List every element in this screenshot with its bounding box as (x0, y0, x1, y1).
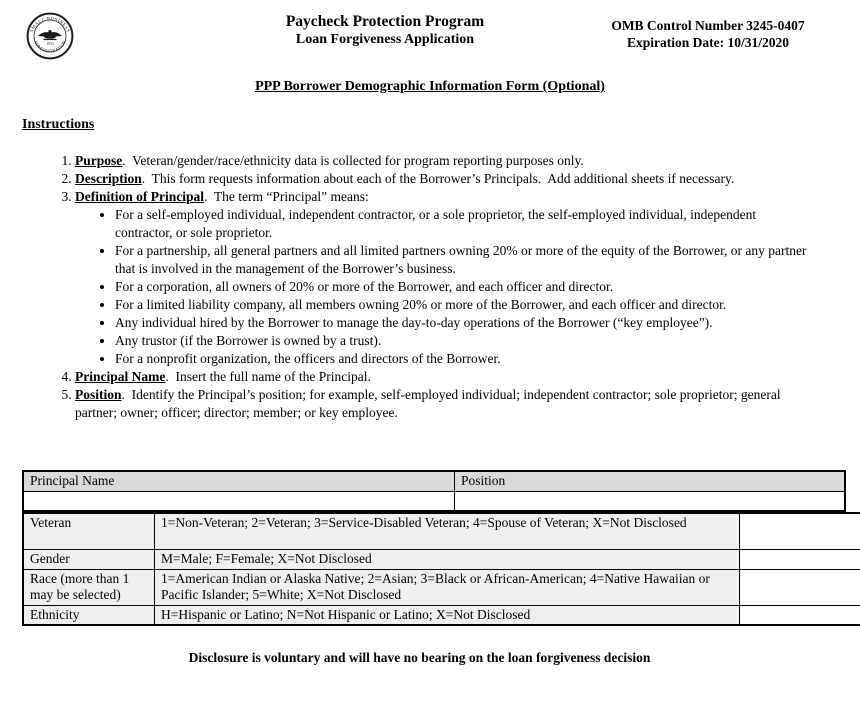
ethnicity-input[interactable] (746, 607, 860, 624)
item-label: Principal Name (75, 369, 166, 384)
instructions-section (22, 116, 817, 666)
label-separator: . (141, 171, 152, 186)
veteran-codes-cell: 1=Non-Veteran; 2=Veteran; 3=Service-Disabled Veteran; 4=Spouse of Veteran; X=Not Disclosed (155, 513, 740, 550)
label-separator: . (165, 369, 176, 384)
ethnicity-codes-cell: H=Hispanic or Latino; N=Not Hispanic or Latino; X=Not Disclosed (155, 605, 740, 625)
svg-text:ADMINISTRATION (33, 39, 67, 54)
name-position-table (22, 470, 846, 512)
instructions-list (22, 152, 817, 422)
item-text: This form requests information about each of the Borrower’s Principals. Add additional sheets if necessary. (151, 171, 735, 186)
table-row-veteran (23, 513, 860, 550)
definition-bullet: • For a self-employed individual, independent contractor, or a sole proprietor, the self-employed individual, independent contractor, or sole proprietor. (115, 206, 817, 242)
item-label: Purpose (75, 153, 123, 168)
definition-bullet-list (75, 206, 817, 368)
item-text: Veteran/gender/race/ethnicity data is collected for program reporting purposes only. (132, 153, 584, 168)
veteran-answer-cell (740, 513, 860, 550)
ethnicity-label-cell: Ethnicity (23, 605, 155, 625)
definition-bullet: • For a partnership, all general partners and all limited partners owning 20% or more of the equity of the Borrower, or any partner that is involved in the management of the Borrower’s business. (115, 242, 817, 278)
gender-label-cell: Gender (23, 550, 155, 570)
disclosure-note: Disclosure is voluntary and will have no bearing on the loan forgiveness decision (188, 650, 651, 665)
principal-name-header-cell: Principal Name (23, 471, 455, 492)
veteran-input[interactable] (746, 515, 860, 548)
table-row-race (23, 569, 860, 605)
item-text: The term “Principal” means: (213, 189, 369, 204)
race-codes-cell: 1=American Indian or Alaska Native; 2=Asian; 3=Black or African-American; 4=Native Hawaiian or Pacific Islander; 5=White; X=Not Disclosed (155, 569, 740, 605)
header-title-block (180, 13, 590, 48)
program-title: Paycheck Protection Program (285, 13, 485, 30)
table-row-ethnicity (23, 605, 860, 625)
sba-seal-icon (26, 12, 74, 60)
instruction-item-purpose (75, 152, 817, 170)
omb-block (592, 17, 824, 51)
definition-bullet: • For a nonprofit organization, the officers and directors of the Borrower. (115, 350, 817, 368)
table-row-gender (23, 550, 860, 570)
race-input[interactable] (746, 571, 860, 604)
definition-bullet: • For a limited liability company, all members owning 20% or more of the Borrower, and each officer and director. (115, 296, 817, 314)
position-input[interactable] (461, 493, 838, 509)
item-text: Identify the Principal’s position; for example, self-employed individual; independent contractor; sole proprietor; general partner; owner; officer; director; member; or key employee. (75, 387, 781, 420)
label-separator: . (204, 189, 214, 204)
position-header-cell: Position (455, 471, 846, 492)
instruction-item-principal-name (75, 368, 817, 386)
label-separator: . (122, 153, 133, 168)
gender-input[interactable] (746, 551, 860, 568)
eagle-emblem-icon (38, 30, 62, 40)
definition-bullet: • Any trustor (if the Borrower is owned by a trust). (115, 332, 817, 350)
ethnicity-answer-cell (740, 605, 860, 625)
demographics-table (22, 512, 860, 626)
veteran-label-cell: Veteran (23, 513, 155, 550)
instruction-item-description (75, 170, 817, 188)
name-position-header-row (23, 471, 845, 492)
instruction-item-definition (75, 188, 817, 368)
item-text: Insert the full name of the Principal. (175, 369, 371, 384)
gender-answer-cell (740, 550, 860, 570)
gender-codes-cell: M=Male; F=Female; X=Not Disclosed (155, 550, 740, 570)
seal-text-top: SMALL BUSINESS (29, 16, 71, 34)
label-separator: . (121, 387, 132, 402)
race-answer-cell (740, 569, 860, 605)
name-position-input-row (23, 492, 845, 512)
instructions-heading: Instructions (22, 117, 95, 132)
item-label: Description (75, 171, 142, 186)
program-subtitle: Loan Forgiveness Application (295, 32, 475, 47)
race-label-cell: Race (more than 1 may be selected) (23, 569, 155, 605)
expiration-date: Expiration Date: 10/31/2020 (627, 35, 789, 50)
omb-control-number: OMB Control Number 3245-0407 (611, 18, 805, 33)
seal-year: 1953 (46, 42, 54, 47)
principal-name-cell (23, 492, 455, 512)
item-label: Definition of Principal (75, 189, 204, 204)
position-cell (455, 492, 846, 512)
seal-text-bottom: ADMINISTRATION (33, 39, 67, 54)
form-title-text: PPP Borrower Demographic Information Form (Optional) (255, 79, 605, 94)
definition-bullet: • Any individual hired by the Borrower to manage the day-to-day operations of the Borrower (“key employee”). (115, 314, 817, 332)
form-title (0, 79, 860, 95)
definition-bullet: • For a corporation, all owners of 20% or more of the Borrower, and each officer and director. (115, 278, 817, 296)
instruction-item-position (75, 386, 817, 422)
principal-name-input[interactable] (30, 493, 448, 509)
item-label: Position (75, 387, 122, 402)
